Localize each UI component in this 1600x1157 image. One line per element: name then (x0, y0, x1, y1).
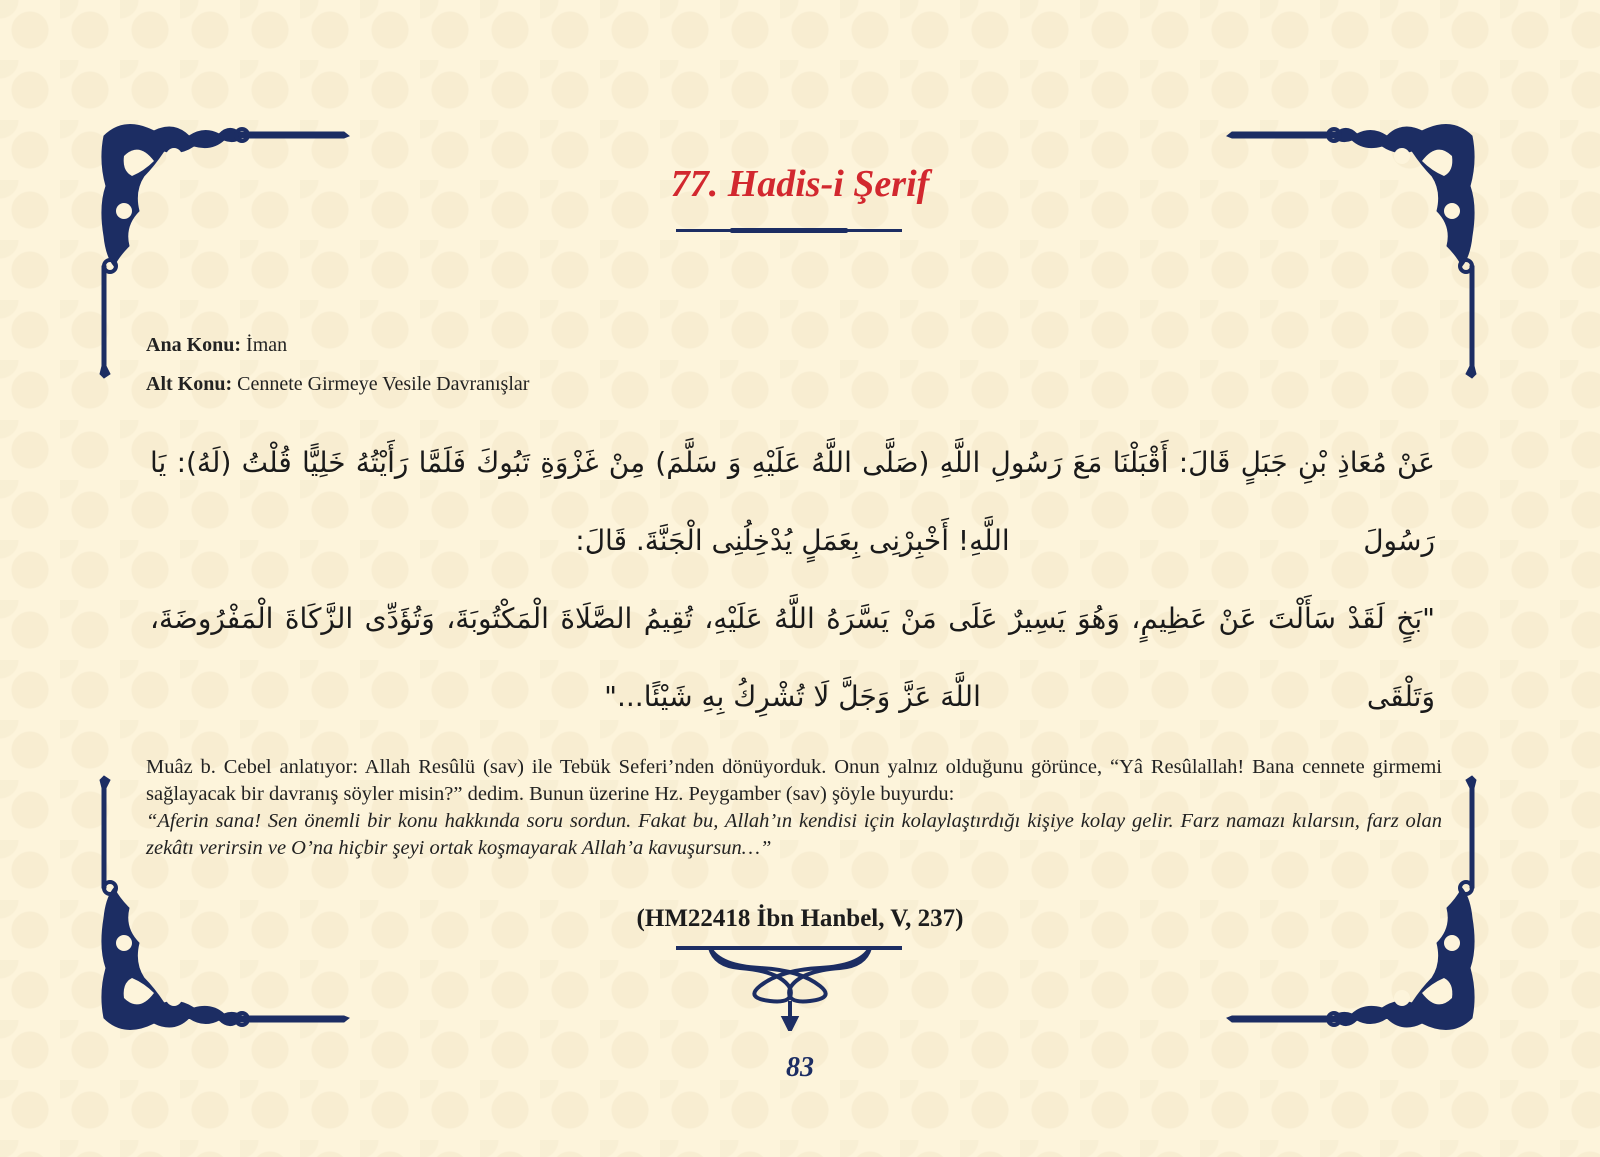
arabic-text: اللَّهِ! أَخْبِرْنِى بِعَمَلٍ يُدْخِلُنِى الْجَنَّةَ. قَالَ: (575, 524, 1010, 557)
main-topic-label: Ana Konu: (146, 334, 242, 356)
title-divider-center (730, 228, 848, 233)
corner-ornament-top-right (1222, 116, 1482, 386)
main-topic (146, 334, 287, 357)
sub-topic-value: Cennete Girmeye Vesile Davranışlar (232, 373, 530, 395)
arabic-text: اللَّهَ عَزَّ وَجَلَّ لَا تُشْرِكُ بِهِ شَيْئًا..." (604, 680, 981, 713)
translation-quote: “Aferin sana! Sen önemli bir konu hakkında soru sordun. Fakat bu, Allah’ın kendisi için kolaylaştırdığı kişiye kolay gelir. Farz namazı kılarsın, farz olan zekâtı verirsin ve O’na hiçbir şeyi ortak koşmayarak Allah’a kavuşursun…” (146, 810, 1442, 859)
source-citation: (HM22418 İbn Hanbel, V, 237) (636, 905, 964, 932)
arabic-text: عَنْ مُعَاذِ بْنِ جَبَلٍ قَالَ: أَقْبَلْنَا مَعَ رَسُولِ اللَّهِ (صَلَّى اللَّهُ عَلَيْهِ وَ سَلَّمَ) مِنْ غَزْوَةِ تَبُوكَ فَلَمَّا رَأَيْتُهُ خَلِيًّا قُلْتُ (لَهُ): يَا رَسُولَ (150, 446, 1435, 557)
page-number: 83 (786, 1052, 814, 1083)
arabic-line-4 (150, 658, 1435, 736)
flourish-ornament-icon (700, 946, 880, 1031)
translation-narration: Muâz b. Cebel anlatıyor: Allah Resûlü (sav) ile Tebük Seferi’nden dönüyorduk. Onun yalnız olduğunu görünce, “Yâ Resûlallah! Bana cennete girmemi sağlayacak bir davranış söyler misin?” dedim. Bunun üzerine Hz. Peygamber (sav) şöyle buyurdu: (146, 756, 1442, 805)
translation-block (146, 754, 1442, 862)
sub-topic-label: Alt Konu: (146, 373, 233, 395)
page-title: 77. Hadis-i Şerif (670, 163, 930, 205)
arabic-line-2 (150, 502, 1435, 580)
sub-topic (146, 373, 529, 396)
main-topic-value: İman (241, 334, 288, 356)
arabic-text: "بَخٍ لَقَدْ سَأَلْتَ عَنْ عَظِيمٍ، وَهُوَ يَسِيرٌ عَلَى مَنْ يَسَّرَهُ اللَّهُ عَلَيْهِ، تُقِيمُ الصَّلَاةَ الْمَكْتُوبَةَ، وَتُؤَدِّى الزَّكَاةَ الْمَفْرُوضَةَ، وَتَلْقَى (150, 602, 1435, 713)
floral-corner-icon (1222, 116, 1482, 386)
